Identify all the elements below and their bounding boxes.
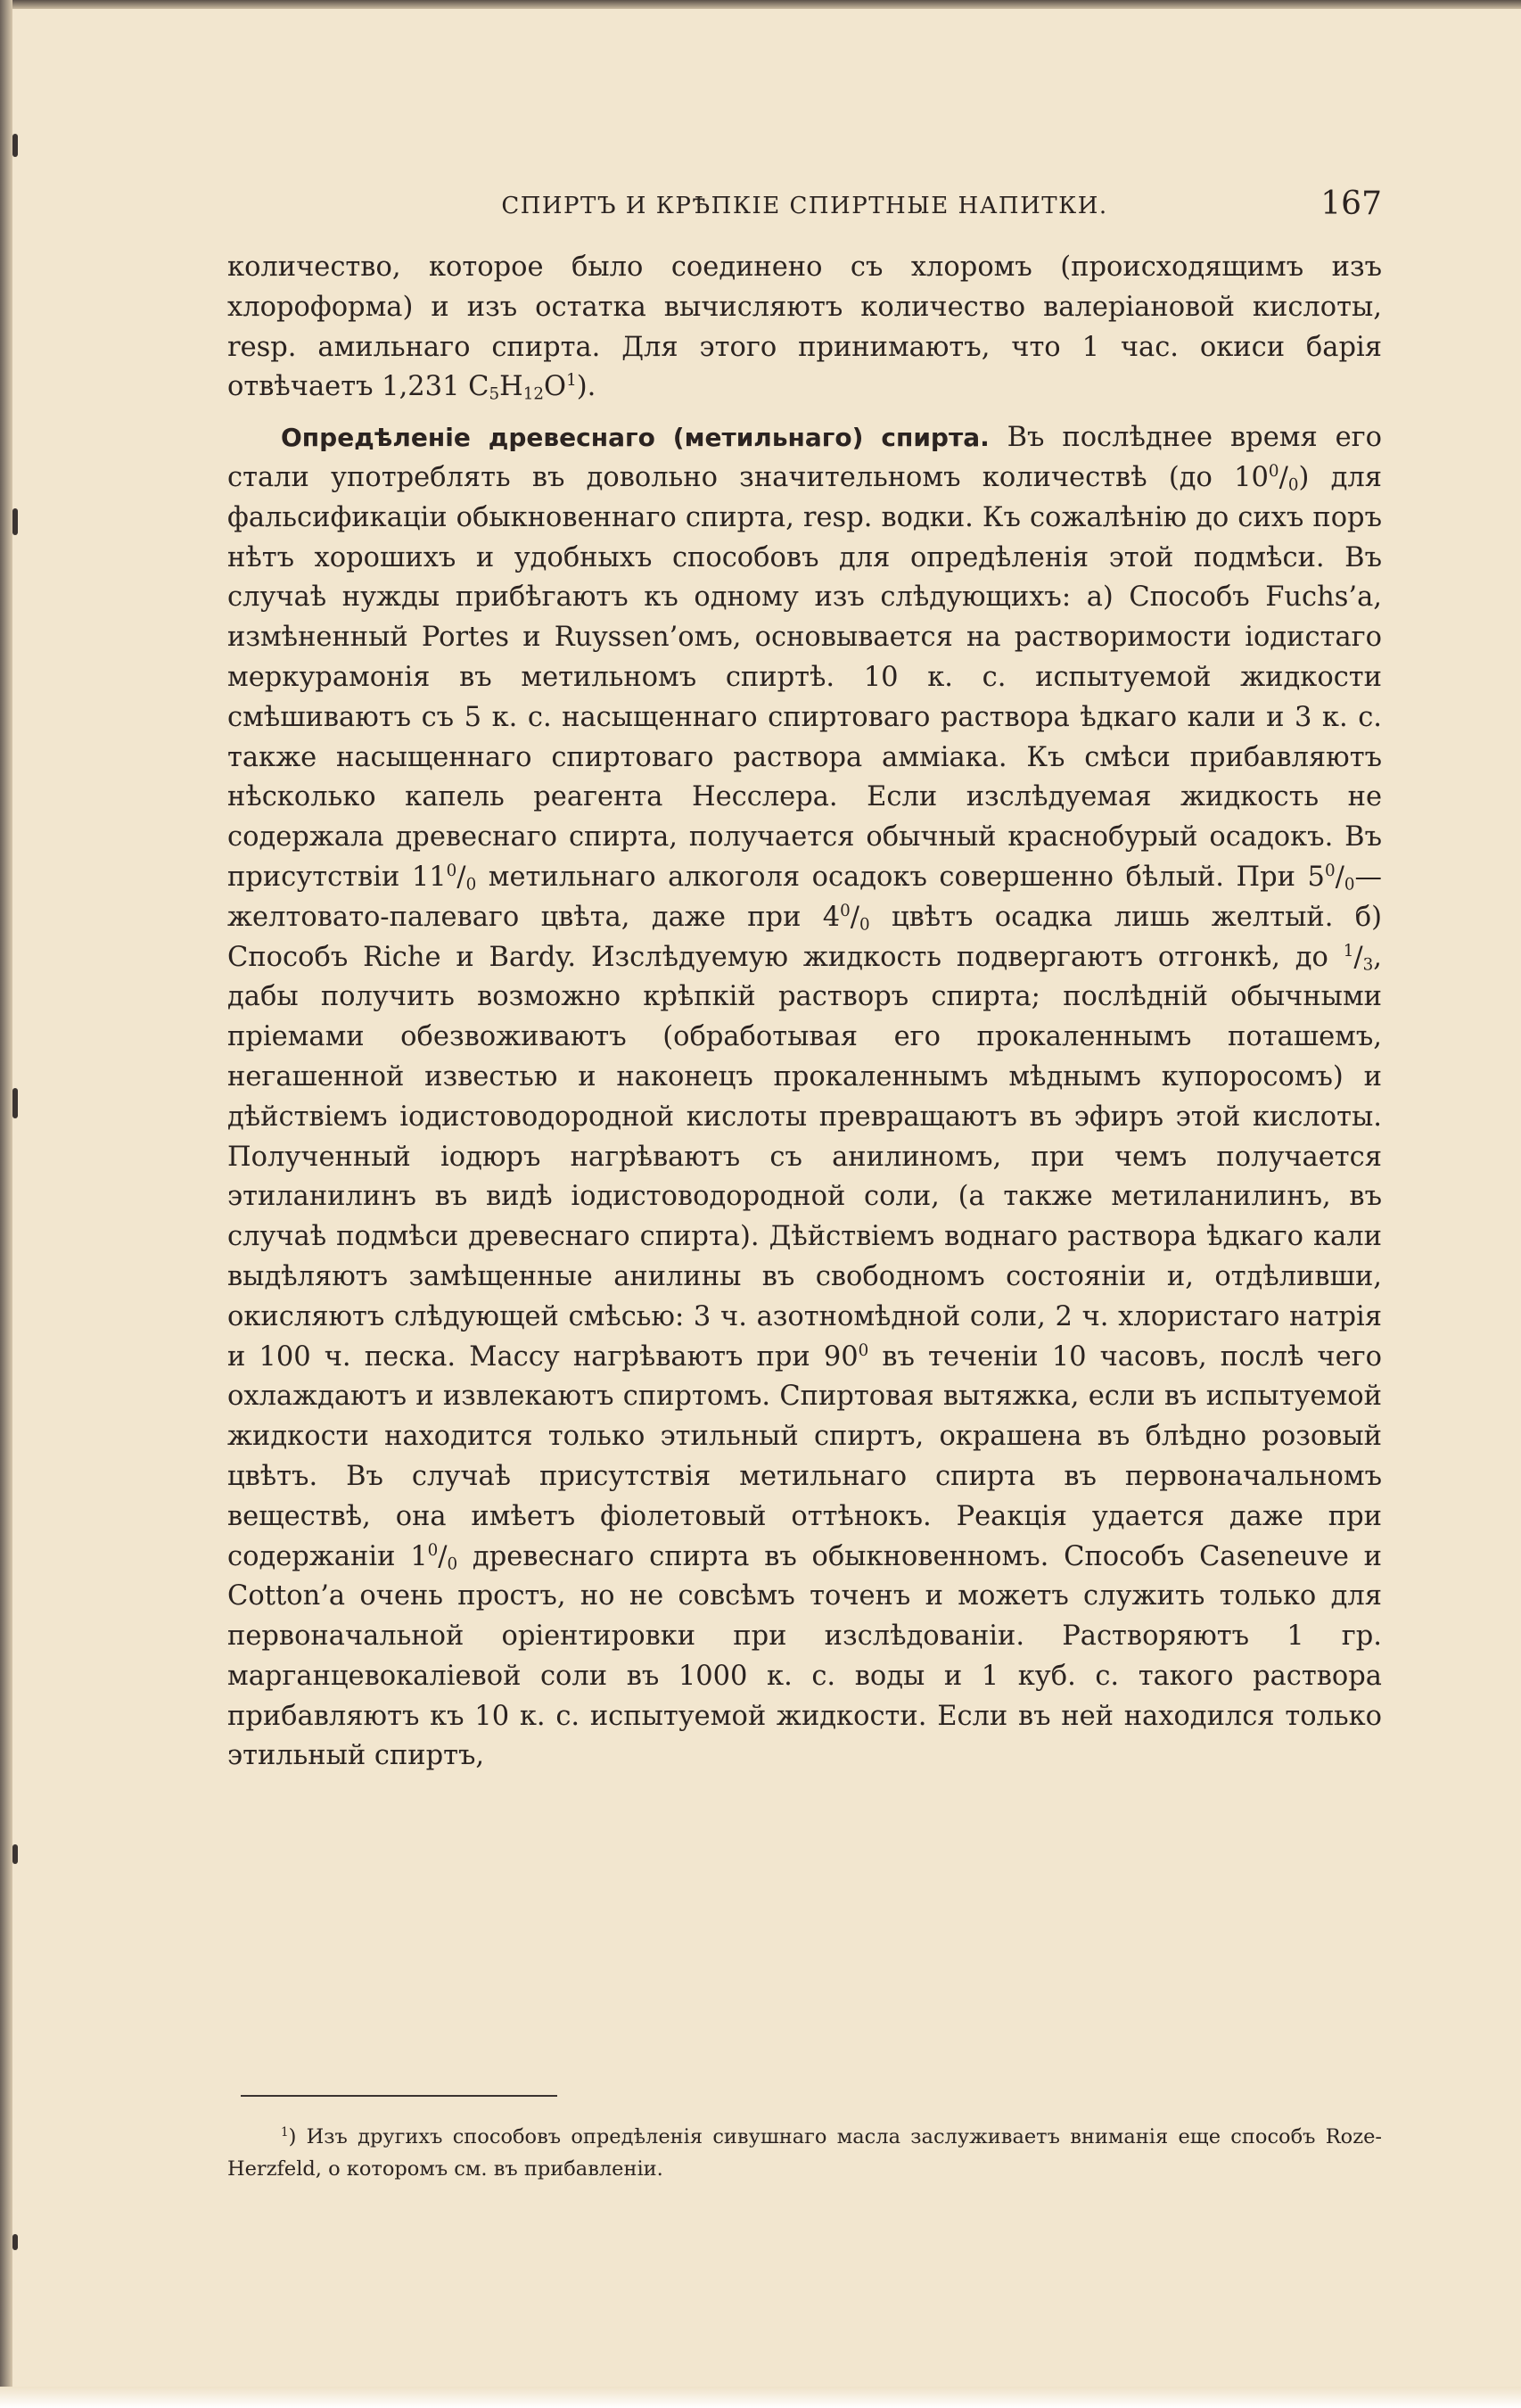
percent-slash: / [1278,461,1288,493]
formula-text: O [544,371,567,403]
intro-paragraph [227,248,1382,408]
percent-sup: 0 [1268,462,1279,482]
footnote-reference: 1 [566,371,577,391]
percent-sub: 0 [447,1554,458,1574]
margin-mark [12,2234,18,2250]
percent-sup: 0 [1324,861,1336,880]
degree-sign: 0 [858,1340,869,1360]
footnote-marker: 1 [281,2124,289,2140]
percent-slash: / [456,861,466,893]
fraction-denominator: 3 [1362,955,1374,975]
percent-sup: 0 [840,901,851,920]
margin-mark [12,1844,18,1864]
percent-slash: / [438,1540,448,1572]
intro-text: количество, которое было соединено съ хлоромъ (происходящимъ изъ хлороформа) и изъ остатка вычисляютъ количество валеріановой кислоты, resp. амильнаго спирта. Для этого принимаютъ, что 1 час. окиси барія отвѣчаетъ 1,231 C [227,252,1382,403]
percent-sub: 0 [859,915,870,935]
intro-closing: ). [576,371,596,403]
paragraph-text: —желтовато-палеваго цвѣта, даже при 4 [227,861,1382,933]
running-title: СПИРТЪ И КРѢПКІЕ СПИРТНЫЕ НАПИТКИ. [501,193,1108,219]
percent-slash: / [850,901,860,933]
page-edge-left [0,0,12,2408]
paragraph-text: Въ послѣднее время его стали употреблять въ довольно значительномъ количествѣ (до 10 [227,422,1383,493]
page-header [227,186,1382,230]
page-edge-top [0,0,1521,9]
percent-slash: / [1335,861,1344,893]
formula-subscript: 5 [489,384,500,404]
fraction-numerator: 1 [1343,941,1354,961]
paragraph-text: , дабы получить возможно крѣпкій растворъ спирта; послѣдній обычными пріемами обезвоживаютъ (обработывая его прокаленнымъ поташемъ, негашенной известью и наконецъ прокаленнымъ мѣднымъ купоросомъ) и дѣйствіемъ іодистоводородной кислоты превращаютъ въ эфиръ этой кислоты. Полученный іодюръ нагрѣваютъ съ анилиномъ, при чемъ получается этиланилинъ въ видѣ іодистоводородной соли, (а также метиланилинъ, въ случаѣ подмѣси древеснаго спирта). Дѣйствіемъ воднаго раствора ѣдкаго кали выдѣляютъ замѣщенные анилины въ свободномъ состояніи и, отдѣливши, окисляютъ слѣдующей смѣсью: 3 ч. азотномѣдной соли, 2 ч. хлористаго натрія и 100 ч. песка. Массу нагрѣваютъ при 90 [227,941,1382,1373]
percent-sub: 0 [1287,475,1299,495]
percent-sup: 0 [427,1540,439,1560]
paragraph-text: въ теченіи 10 часовъ, послѣ чего охлаждаютъ и извлекаютъ спиртомъ. Спиртовая вытяжка, если въ испытуемой жидкости находится только этильный спиртъ, окрашена въ блѣдно розовый цвѣтъ. Въ случаѣ присутствія метильнаго спирта въ первоначальномъ веществѣ, она имѣетъ фіолетовый оттѣнокъ. Реакція удается даже при содержаніи 1 [227,1340,1382,1572]
body-text [227,248,1382,1777]
margin-mark [12,508,18,535]
footnote-paragraph [227,2121,1382,2185]
methyl-alcohol-section: Опредѣленіе древеснаго (метильнаго) спирта. Въ послѣднее время его стали употреблять въ довольно значительномъ количествѣ (до $10^0/_0$) для фальсификаціи обыкновеннаго спирта, resp. водки. Къ сожалѣнію до сихъ поръ нѣтъ хорошихъ и удобныхъ способовъ для опредѣленія этой подмѣси. Въ случаѣ нужды прибѣгаютъ къ одному изъ слѣдующихъ: а) Способъ Fuchs’a, измѣненный Portes и Ruyssen’омъ, основывается на растворимости іодистаго меркурамонія въ метильномъ спиртѣ. 10 к. с. испытуемой жидкости смѣшиваютъ съ 5 к. с. насыщеннаго спиртоваго раствора ѣдкаго кали и 3 к. с. также насыщеннаго спиртоваго раствора амміака. Къ смѣси прибавляютъ нѣсколько капель реагента Несслера. Если изслѣдуемая жидкость не содержала древеснаго спирта, получается обычный краснобурый осадокъ. Въ присутствіи $11^0/_0$ метильнаго алкоголя осадокъ совершенно бѣлый. При $5^0/_0—желтовато$-палеваго цвѣта, даже при $4^0/_0$ цвѣтъ осадка лишь желтый. б) Способъ Riche и Bardy. Изслѣдуемую жидкость подвергаютъ отгонкѣ, до $^1/_3$, дабы получить возможно крѣпкій растворъ спирта; послѣдній обычными пріемами обезвоживаютъ (обработывая его прокаленнымъ поташемъ, негашенной известью и наконецъ прокаленнымъ мѣднымъ купоросомъ) и дѣйствіемъ іодистоводородной кислоты превращаютъ въ эфиръ этой кислоты. Полученный іодюръ нагрѣваютъ съ анилиномъ, при чемъ получается этиланилинъ въ видѣ іодистоводородной соли, (а также метиланилинъ, въ случаѣ подмѣси древеснаго спирта). Дѣйствіемъ воднаго раствора ѣдкаго кали выдѣляютъ замѣщенные анилины въ свободномъ состояніи и, отдѣливши, окисляютъ слѣдующей смѣсью: 3 ч. азотномѣдной соли, 2 ч. хлористаго натрія и 100 ч. песка. Массу нагрѣваютъ при $90^0$ въ теченіи 10 часовъ, послѣ чего охлаждаютъ и извлекаютъ спиртомъ. Спиртовая вытяжка, если въ испытуемой жидкости находится только этильный спиртъ, окрашена въ блѣдно розовый цвѣтъ. Въ случаѣ присутствія метильнаго спирта въ первоначальномъ веществѣ, она имѣетъ фіолетовый оттѣнокъ. Реакція удается даже при содержаніи $1^0/_0$ древеснаго спирта въ обыкновенномъ. Способъ Caseneuve и Cotton’a очень простъ, но не совсѣмъ точенъ и можетъ служить только для первоначальной оріентировки при изслѣдованіи. Растворяютъ 1 гр. марганцевокаліевой соли въ 1000 к. с. воды и 1 куб. с. такого раствора прибавляютъ къ 10 к. с. испытуемой жидкости. Если въ ней находился только этильный спиртъ, [227,422,1383,1772]
paragraph-text: древеснаго спирта въ обыкновенномъ. Способъ Caseneuve и Cotton’a очень простъ, но не совсѣмъ точенъ и можетъ служить только для первоначальной оріентировки при изслѣдованіи. Растворяютъ 1 гр. марганцевокаліевой соли въ 1000 к. с. воды и 1 куб. с. такого раствора прибавляютъ къ 10 к. с. испытуемой жидкости. Если въ ней находился только этильный спиртъ, [227,1540,1382,1772]
footnote [227,2121,1382,2185]
paragraph-text: метильнаго алкоголя осадокъ совершенно бѣлый. При 5 [476,861,1325,893]
margin-mark [12,1088,18,1118]
section-heading: Опредѣленіе древеснаго (метильнаго) спирта. [281,423,990,453]
percent-sup: 0 [446,861,457,880]
footnote-divider [241,2095,557,2097]
formula-subscript: 12 [522,384,545,404]
page-edge-bottom [0,2387,1521,2408]
footnote-text: ) Изъ другихъ способовъ опредѣленія сивушнаго масла заслуживаетъ вниманія еще способъ Roze-Herzfeld, о которомъ см. въ прибавленіи. [227,2125,1382,2181]
page-number: 167 [1320,186,1382,222]
percent-sub: 0 [1344,875,1355,895]
formula-text: H [499,371,523,403]
percent-sub: 0 [465,875,477,895]
paragraph-text: цвѣтъ осадка лишь желтый. б) Способъ Riche и Bardy. Изслѣдуемую жидкость подвергаютъ отгонкѣ, до [227,901,1382,973]
margin-mark [12,134,18,157]
paragraph-text: ) для фальсификаціи обыкновеннаго спирта, resp. водки. Къ сожалѣнію до сихъ поръ нѣтъ хорошихъ и удобныхъ способовъ для опредѣленія этой подмѣси. Въ случаѣ нужды прибѣгаютъ къ одному изъ слѣдующихъ: а) Способъ Fuchs’a, измѣненный Portes и Ruyssen’омъ, основывается на растворимости іодистаго меркурамонія въ метильномъ спиртѣ. 10 к. с. испытуемой жидкости смѣшиваютъ съ 5 к. с. насыщеннаго спиртоваго раствора ѣдкаго кали и 3 к. с. также насыщеннаго спиртоваго раствора амміака. Къ смѣси прибавляютъ нѣсколько капель реагента Несслера. Если изслѣдуемая жидкость не содержала древеснаго спирта, получается обычный краснобурый осадокъ. Въ присутствіи 11 [227,461,1382,893]
